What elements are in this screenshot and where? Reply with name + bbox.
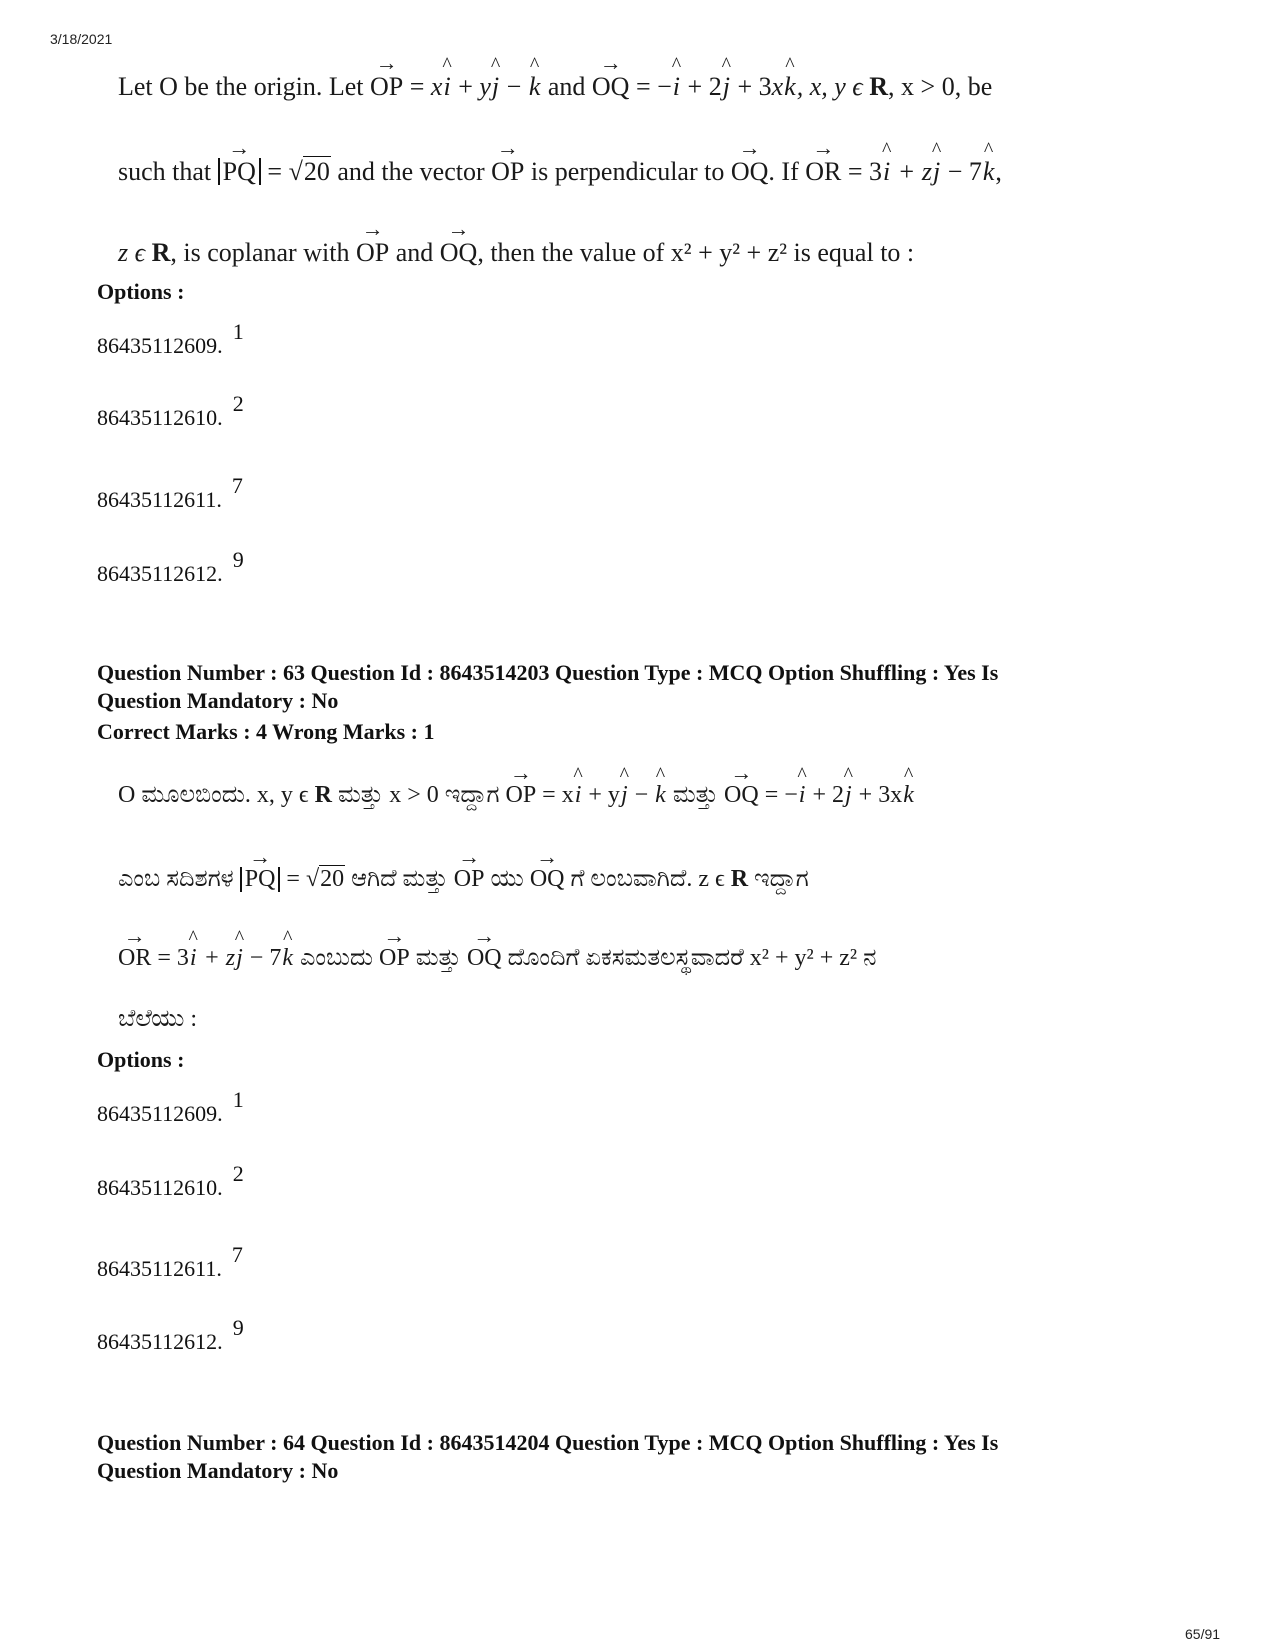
q63-option-4[interactable] — [97, 1315, 244, 1355]
unit-k: ^ k — [654, 782, 667, 809]
vector-oq: → OQ — [530, 866, 565, 893]
q62-l2-text4: . If — [768, 157, 806, 186]
q62-l2-text2: and the vector — [330, 157, 492, 186]
q62-l3-text: z ϵ — [118, 238, 152, 267]
q63-text-line-2 — [118, 866, 809, 893]
q62-l2-eq: = √ — [260, 157, 303, 186]
q63-marks: Correct Marks : 4 Wrong Marks : 1 — [97, 719, 435, 744]
q62-l1-text: Let O be the origin. Let — [118, 72, 370, 101]
q63-l1-text6: ಮತ್ತು — [666, 782, 725, 808]
option-value: 9 — [232, 547, 244, 572]
option-value: 1 — [232, 1087, 244, 1112]
q63-options-label: Options : — [97, 1047, 185, 1072]
q62-l1-plus3: + 3 — [730, 72, 772, 101]
vector-op: → OP — [505, 782, 536, 809]
q63-l2-text3: ಆಗಿದೆ ಮತ್ತು — [345, 866, 454, 892]
unit-i: ^ i — [798, 782, 807, 809]
q63-l1-text2: ಮತ್ತು x > 0 ಇದ್ದಾಗ — [331, 782, 506, 808]
q62-l1-and: and — [541, 72, 592, 101]
var-x: x — [430, 72, 443, 101]
vector-oq: → OQ — [724, 782, 759, 809]
q62-l2-text5: = 3 — [841, 157, 883, 186]
option-id: 86435112609. — [97, 333, 223, 358]
q63-l1-text8: + 2 — [806, 782, 844, 808]
option-id: 86435112611. — [97, 487, 222, 512]
sqrt-20 — [319, 866, 345, 893]
q62-l1-plus2: + 2 — [681, 72, 722, 101]
vector-op: → OP — [454, 866, 485, 893]
option-id: 86435112610. — [97, 405, 223, 430]
q63-l3-text1: = 3 — [151, 945, 189, 971]
vector-op: → OP — [356, 238, 389, 268]
q62-l2-text: such that — [118, 157, 218, 186]
vector-op: → OP — [370, 72, 403, 102]
q64-meta-line-2: Question Mandatory : No — [97, 1458, 339, 1483]
radicand-20: 20 — [303, 157, 330, 186]
unit-j: ^ j — [491, 72, 500, 102]
q62-l1-rest: , x, y ϵ — [796, 72, 870, 101]
unit-i: ^ i — [672, 72, 681, 102]
q63-l2-text5: ಗೆ ಲಂಬವಾಗಿದೆ. z ϵ — [564, 866, 731, 892]
q62-l2-text3: is perpendicular to — [524, 157, 731, 186]
q62-option-4[interactable] — [97, 547, 244, 587]
unit-i: ^ i — [189, 945, 198, 972]
q63-l3-text5: ಮತ್ತು — [409, 945, 467, 971]
vector-op: → OP — [491, 157, 524, 187]
option-id: 86435112609. — [97, 1101, 223, 1126]
q63-text-line-3 — [118, 945, 876, 972]
q62-l2-text6: + z — [891, 157, 932, 186]
option-value: 9 — [232, 1315, 244, 1340]
var-y: y — [479, 72, 491, 101]
q62-option-2[interactable] — [97, 391, 244, 431]
unit-i: ^ i — [574, 782, 583, 809]
vector-oq: → OQ — [440, 238, 478, 268]
q63-l1-text4: + y — [582, 782, 620, 808]
set-R: R — [869, 72, 889, 101]
q62-text-line-3 — [118, 238, 914, 268]
set-R: R — [730, 866, 749, 892]
page-number: 65/91 — [1185, 1626, 1221, 1642]
option-value: 7 — [231, 473, 243, 498]
q63-text-line-1 — [118, 782, 915, 809]
unit-k: ^ k — [528, 72, 542, 102]
q62-l1-plus: + — [451, 72, 480, 101]
print-date: 3/18/2021 — [50, 31, 113, 47]
sqrt-20 — [303, 157, 331, 187]
unit-k: ^ k — [982, 157, 996, 187]
vector-oq: → OQ — [731, 157, 769, 187]
unit-j: ^ j — [235, 945, 244, 972]
abs-pq — [218, 158, 261, 185]
q62-l1-minus: − — [500, 72, 528, 101]
unit-j: ^ j — [844, 782, 853, 809]
q63-option-3[interactable] — [97, 1242, 243, 1282]
unit-j: ^ j — [932, 157, 941, 187]
vector-oq: → OQ — [592, 72, 630, 102]
q63-l1-text9: + 3x — [852, 782, 903, 808]
option-value: 2 — [232, 1161, 244, 1186]
q63-l3-text2: + z — [197, 945, 236, 971]
option-id: 86435112611. — [97, 1256, 222, 1281]
q63-l2-text: ಎಂಬ ಸದಿಶಗಳ — [118, 866, 240, 892]
vector-op: → OP — [379, 945, 410, 972]
q63-text-line-4: ಬೆಲೆಯು : — [118, 1006, 198, 1032]
option-value: 1 — [232, 319, 244, 344]
q63-meta-line-2: Question Mandatory : No — [97, 688, 339, 713]
q62-l1-eq2: = − — [629, 72, 672, 101]
vector-pq: → PQ — [223, 158, 256, 185]
vector-oq: → OQ — [467, 945, 502, 972]
var-x: x — [771, 72, 784, 101]
option-value: 2 — [232, 391, 244, 416]
option-id: 86435112612. — [97, 1329, 223, 1354]
q63-option-1[interactable] — [97, 1087, 244, 1127]
q62-l2-text8: , — [995, 157, 1002, 186]
q63-l3-text3: − 7 — [243, 945, 282, 971]
q62-option-3[interactable] — [97, 473, 243, 513]
q63-l1-text3: = x — [536, 782, 574, 808]
abs-pq — [240, 867, 281, 892]
q63-l2-eq: = √ — [280, 866, 320, 892]
q63-l2-text6: ಇದ್ದಾಗ — [748, 866, 809, 892]
unit-i: ^ i — [442, 72, 451, 102]
q62-l3-text4: , then the value of x² + y² + z² is equal to : — [477, 238, 915, 267]
option-value: 7 — [231, 1242, 243, 1267]
unit-i: ^ i — [882, 157, 891, 187]
vector-pq: → PQ — [245, 867, 276, 892]
q64-meta — [97, 1429, 998, 1485]
option-id: 86435112612. — [97, 561, 223, 586]
q63-l1-text: O ಮೂಲಬಿಂದು. x, y ϵ — [118, 782, 315, 808]
q62-option-1[interactable] — [97, 319, 244, 359]
q62-l1-tail: , x > 0, be — [888, 72, 993, 101]
set-R: R — [151, 238, 171, 267]
unit-j: ^ j — [620, 782, 629, 809]
vector-or: → OR — [805, 157, 841, 187]
unit-j: ^ j — [722, 72, 731, 102]
q63-meta-line-1: Question Number : 63 Question Id : 8643514203 Question Type : MCQ Option Shuffling : Yes Is — [97, 660, 999, 685]
unit-k: ^ k — [281, 945, 294, 972]
q63-l1-text5: − — [628, 782, 655, 808]
q63-option-2[interactable] — [97, 1161, 244, 1201]
q63-l1-text7: = − — [758, 782, 798, 808]
q63-l3-text4: ಎಂಬುದು — [293, 945, 380, 971]
q62-l2-text7: − 7 — [941, 157, 982, 186]
q63-l3-text6: ದೊಂದಿಗೆ ಏಕಸಮತಲಸ್ಥವಾದರೆ x² + y² + z² ನ — [501, 945, 877, 971]
set-R: R — [314, 782, 332, 808]
q62-l1-eq: = — [403, 72, 431, 101]
q62-l3-text2: , is coplanar with — [170, 238, 356, 267]
q63-meta — [97, 659, 998, 715]
q62-text-line-1 — [118, 72, 992, 102]
vector-or: → OR — [118, 945, 151, 972]
unit-k: ^ k — [783, 72, 797, 102]
q62-options-label: Options : — [97, 279, 185, 304]
unit-k: ^ k — [902, 782, 915, 809]
radicand-20: 20 — [320, 866, 345, 892]
q62-l3-text3: and — [389, 238, 440, 267]
q63-l2-text4: ಯು — [484, 866, 530, 892]
q64-meta-line-1: Question Number : 64 Question Id : 8643514204 Question Type : MCQ Option Shuffling : Yes Is — [97, 1430, 999, 1455]
q62-text-line-2 — [118, 157, 1002, 187]
option-id: 86435112610. — [97, 1175, 223, 1200]
